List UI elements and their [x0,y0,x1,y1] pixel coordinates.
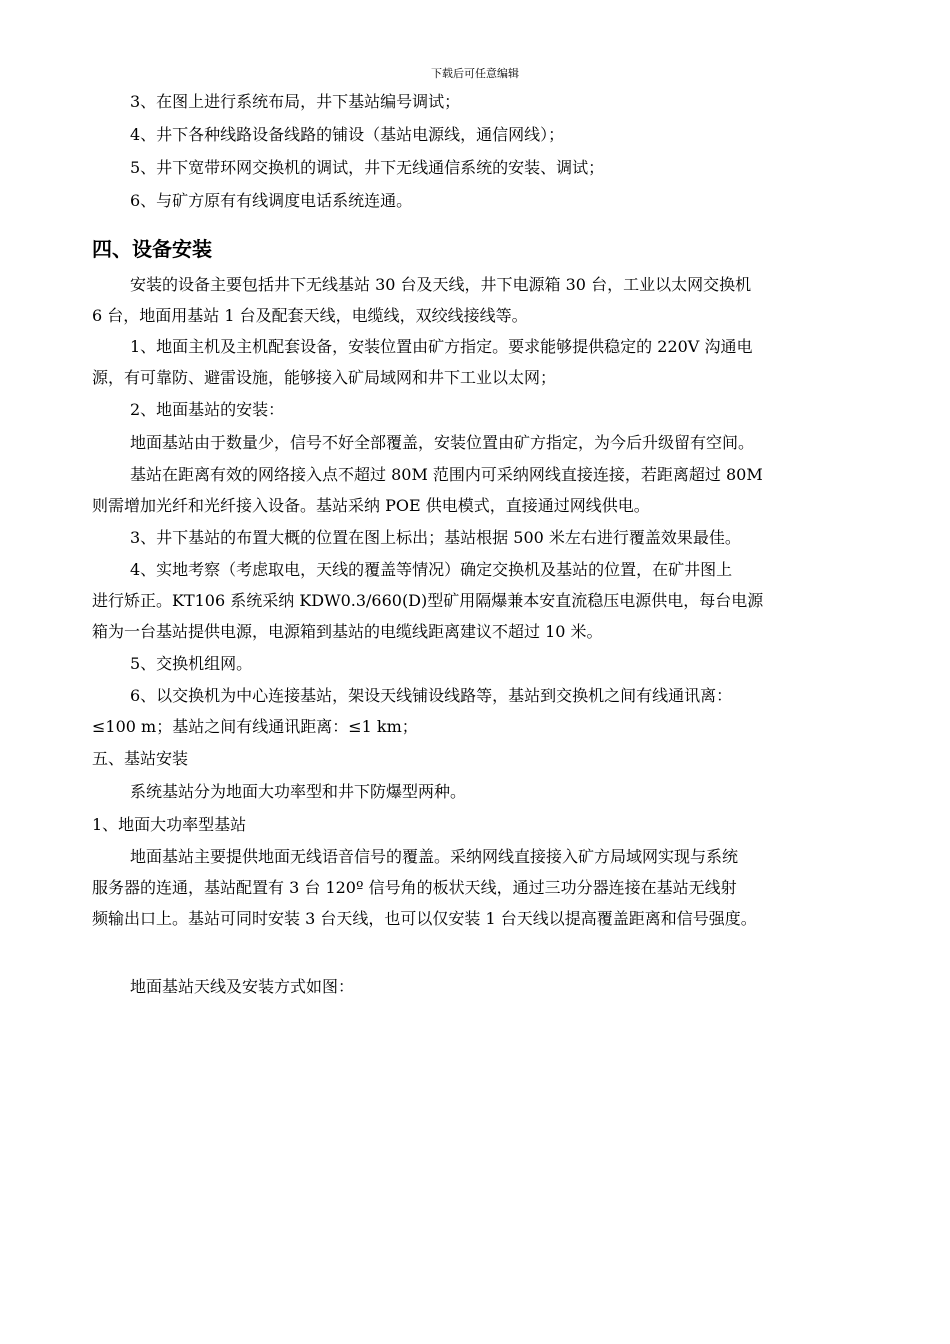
section4-item4 [92,554,864,647]
section-heading-5: 五、基站安装 [92,749,189,768]
paragraph-line: 进行矫正。KT106 系统采纳 KDW0.3/660(D)型矿用隔爆兼本安直流稳压电源供电，每台电源 [92,591,764,610]
paragraph-line: 源，有可靠防、避雷设施，能够接入矿局域网和井下工业以太网； [92,368,557,387]
section-heading-4: 四、设备安装 [92,237,212,261]
paragraph-line: ≤100 m；基站之间有线通讯距离：≤1 km； [92,717,418,736]
page-header-note: 下载后可任意编辑 [431,67,519,80]
paragraph-line: 箱为一台基站提供电源，电源箱到基站的电缆线距离建议不超过 10 米。 [92,622,603,641]
paragraph-line: 基站在距离有效的网络接入点不超过 80M 范围内可采纳网线直接连接，若距离超过 80M [130,465,763,484]
list-item: 5、井下宽带环网交换机的调试，井下无线通信系统的安装、调试； [130,158,605,177]
paragraph-line: 地面基站主要提供地面无线语音信号的覆盖。采纳网线直接接入矿方局域网实现与系统 [130,847,739,866]
section4-item1 [92,331,864,393]
section5-subheading-1: 1、地面大功率型基站 [92,815,247,834]
paragraph-line: 4、实地考察（考虑取电，天线的覆盖等情况）确定交换机及基站的位置，在矿井图上 [130,560,733,579]
paragraph-line: 频输出口上。基站可同时安装 3 台天线，也可以仅安装 1 台天线以提高覆盖距离和信号强度。 [92,909,757,928]
section4-intro [92,269,864,331]
section4-item6 [92,680,864,742]
paragraph-line: 安装的设备主要包括井下无线基站 30 台及天线，井下电源箱 30 台，工业以太网交换机 [130,275,752,294]
section5-intro: 系统基站分为地面大功率型和井下防爆型两种。 [130,782,467,801]
list-item: 4、井下各种线路设备线路的铺设（基站电源线，通信网线）； [130,125,565,144]
paragraph-line: 服务器的连通，基站配置有 3 台 120º 信号角的板状天线，通过三功分器连接在基站无线射 [92,878,737,897]
paragraph-line: 6、以交换机为中心连接基站，架设天线铺设线路等，基站到交换机之间有线通讯离： [130,686,733,705]
document-body [92,85,864,1003]
section4-item5: 5、交换机组网。 [130,654,253,673]
section5-sub1-para [92,841,864,934]
spacer [92,934,864,970]
section4-item3: 3、井下基站的布置大概的位置在图上标出；基站根据 500 米左右进行覆盖效果最佳。 [130,528,741,547]
section4-item2-para1: 地面基站由于数量少，信号不好全部覆盖，安装位置由矿方指定，为今后升级留有空间。 [130,433,755,452]
paragraph-line: 则需增加光纤和光纤接入设备。基站采纳 POE 供电模式，直接通过网线供电。 [92,496,650,515]
list-item: 3、在图上进行系统布局，井下基站编号调试； [130,92,461,111]
list-item: 6、与矿方原有有线调度电话系统连通。 [130,191,413,210]
section4-item2: 2、地面基站的安装： [130,400,285,419]
paragraph-line: 1、地面主机及主机配套设备，安装位置由矿方指定。要求能够提供稳定的 220V 沟通电 [130,337,753,356]
figure-caption: 地面基站天线及安装方式如图： [130,977,355,996]
section4-item2-para2 [92,459,864,521]
paragraph-line: 6 台，地面用基站 1 台及配套天线，电缆线，双绞线接线等。 [92,306,528,325]
